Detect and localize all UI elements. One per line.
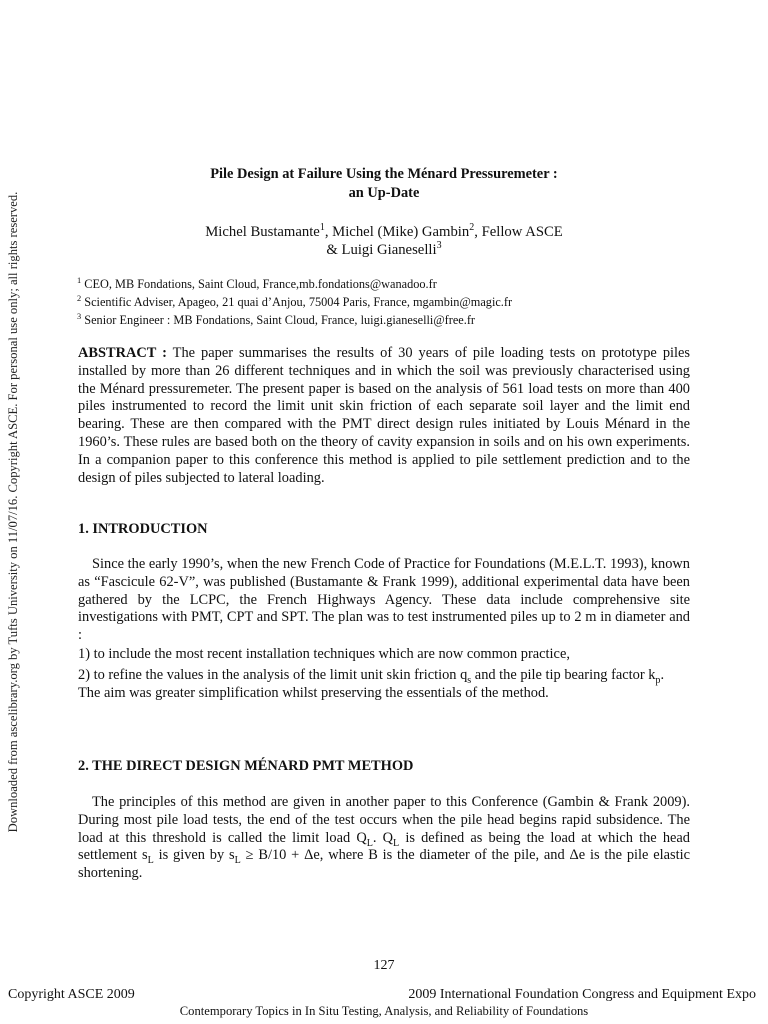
footer-proceedings: Contemporary Topics in In Situ Testing, Analysis, and Reliability of Foundations [179, 1004, 589, 1018]
author-line-2 [100, 241, 668, 259]
author-line-1 [100, 223, 668, 241]
pmt-text-c: is defined as being the load at which the head settlement s [78, 829, 690, 864]
author-gianeselli-ref: 3 [436, 240, 442, 252]
page-number: 127 [373, 958, 395, 973]
affiliation-1 [77, 275, 697, 293]
footer-copyright: Copyright ASCE 2009 [8, 987, 135, 1002]
pmt-sub-4: L [234, 855, 241, 867]
pmt-text-e: ≥ B/10 + Δe, where B is the diameter of the pile, and Δe is the pile elastic shortening. [78, 847, 691, 882]
pmt-sub-2: L [393, 837, 400, 849]
paper-title [100, 165, 668, 203]
pmt-method-paragraph [78, 794, 690, 883]
affiliation-3-number: 3 [77, 311, 82, 321]
introduction-list [78, 646, 690, 702]
list-item-2-text-a: 2) to refine the values in the analysis of the limit unit skin friction q [78, 666, 468, 683]
affiliation-2-number: 2 [77, 293, 82, 303]
affiliation-2-text: Scientific Adviser, Apageo, 21 quai d’Anjou, 75004 Paris, France, mgambin@magic.fr [81, 295, 513, 309]
author-gambin: , Michel (Mike) Gambin [324, 224, 470, 240]
introduction-closing: The aim was greater simplification whilst preserving the essentials of the method. [78, 684, 549, 701]
list-item-2-text-b: and the pile tip bearing factor k [471, 666, 656, 683]
title-line-1: Pile Design at Failure Using the Ménard Pressuremeter : [210, 166, 558, 182]
footer-conference: 2009 International Foundation Congress and Equipment Expo [408, 987, 756, 1002]
pmt-sub-1: L [366, 837, 373, 849]
section-heading-introduction: 1. INTRODUCTION [78, 521, 208, 537]
author-gambin-title: , Fellow ASCE [474, 224, 563, 240]
title-line-2: an Up-Date [348, 185, 420, 201]
list-item-1: 1) to include the most recent installation techniques which are now common practice, [78, 646, 570, 662]
introduction-paragraph: Since the early 1990’s, when the new French Code of Practice for Foundations (M.E.L.T. 1993), known as “Fascicule 62-V”, was published (Bustamante & Frank 1999), additional experimental data have been gathered by the LCPC, the French Highways Agency. These data include comprehensive site investigations with PMT, CPT and SPT. The plan was to test instrumented piles up to 2 m in diameter and : [78, 556, 690, 644]
pmt-text-a: The principles of this method are given in another paper to this Conference (Gambin & Frank 2009). During most pile load tests, the end of the test occurs when the pile head begins rapid subsidence. The load at this threshold is called the limit load Q [78, 794, 690, 846]
author-bustamante: Michel Bustamante [205, 224, 320, 240]
pmt-text-b: . Q [372, 829, 394, 846]
author-list [100, 223, 668, 259]
section-heading-pmt-method: 2. THE DIRECT DESIGN MÉNARD PMT METHOD [78, 758, 414, 774]
list-item-2-text-c: . [660, 666, 665, 683]
download-notice [3, 168, 23, 856]
affiliation-1-text: CEO, MB Fondations, Saint Cloud, France,mb.fondations@wanadoo.fr [81, 277, 437, 291]
list-item-2-sub-p: p [655, 674, 661, 686]
author-gambin-ref: 2 [469, 222, 475, 234]
list-item-2-sub-s: s [467, 674, 472, 686]
author-bustamante-ref: 1 [319, 222, 325, 234]
download-notice-text: Downloaded from ascelibrary.org by Tufts University on 11/07/16. Copyright ASCE. For personal use only; all rights reserved. [6, 191, 20, 833]
abstract-paragraph [78, 345, 690, 487]
pmt-sub-3: L [147, 855, 154, 867]
affiliations [77, 275, 697, 329]
affiliation-2 [77, 293, 697, 311]
affiliation-1-number: 1 [77, 275, 82, 285]
affiliation-3-text: Senior Engineer : MB Fondations, Saint Cloud, France, luigi.gianeselli@free.fr [81, 313, 476, 327]
list-item-2 [78, 667, 690, 685]
abstract-text: The paper summarises the results of 30 years of pile loading tests on prototype piles installed by more than 26 different techniques and in which the soil was previously characterised using the Ménard pressuremeter. The present paper is based on the analysis of 561 load tests on more than 400 piles instrumented to record the limit unit skin friction of each separate soil layer and the limit end bearing. These are then compared with the PMT direct design rules initiated by Louis Ménard in the 1960’s. These rules are based both on the theory of cavity expansion in soils and on his own experiments. In a companion paper to this conference this method is applied to pile settlement prediction and to the design of piles subjected to lateral loading. [78, 345, 691, 486]
abstract-label: ABSTRACT : [78, 345, 167, 361]
author-gianeselli: & Luigi Gianeselli [326, 242, 437, 258]
affiliation-3 [77, 311, 697, 329]
pmt-text-d: is given by s [153, 847, 235, 864]
